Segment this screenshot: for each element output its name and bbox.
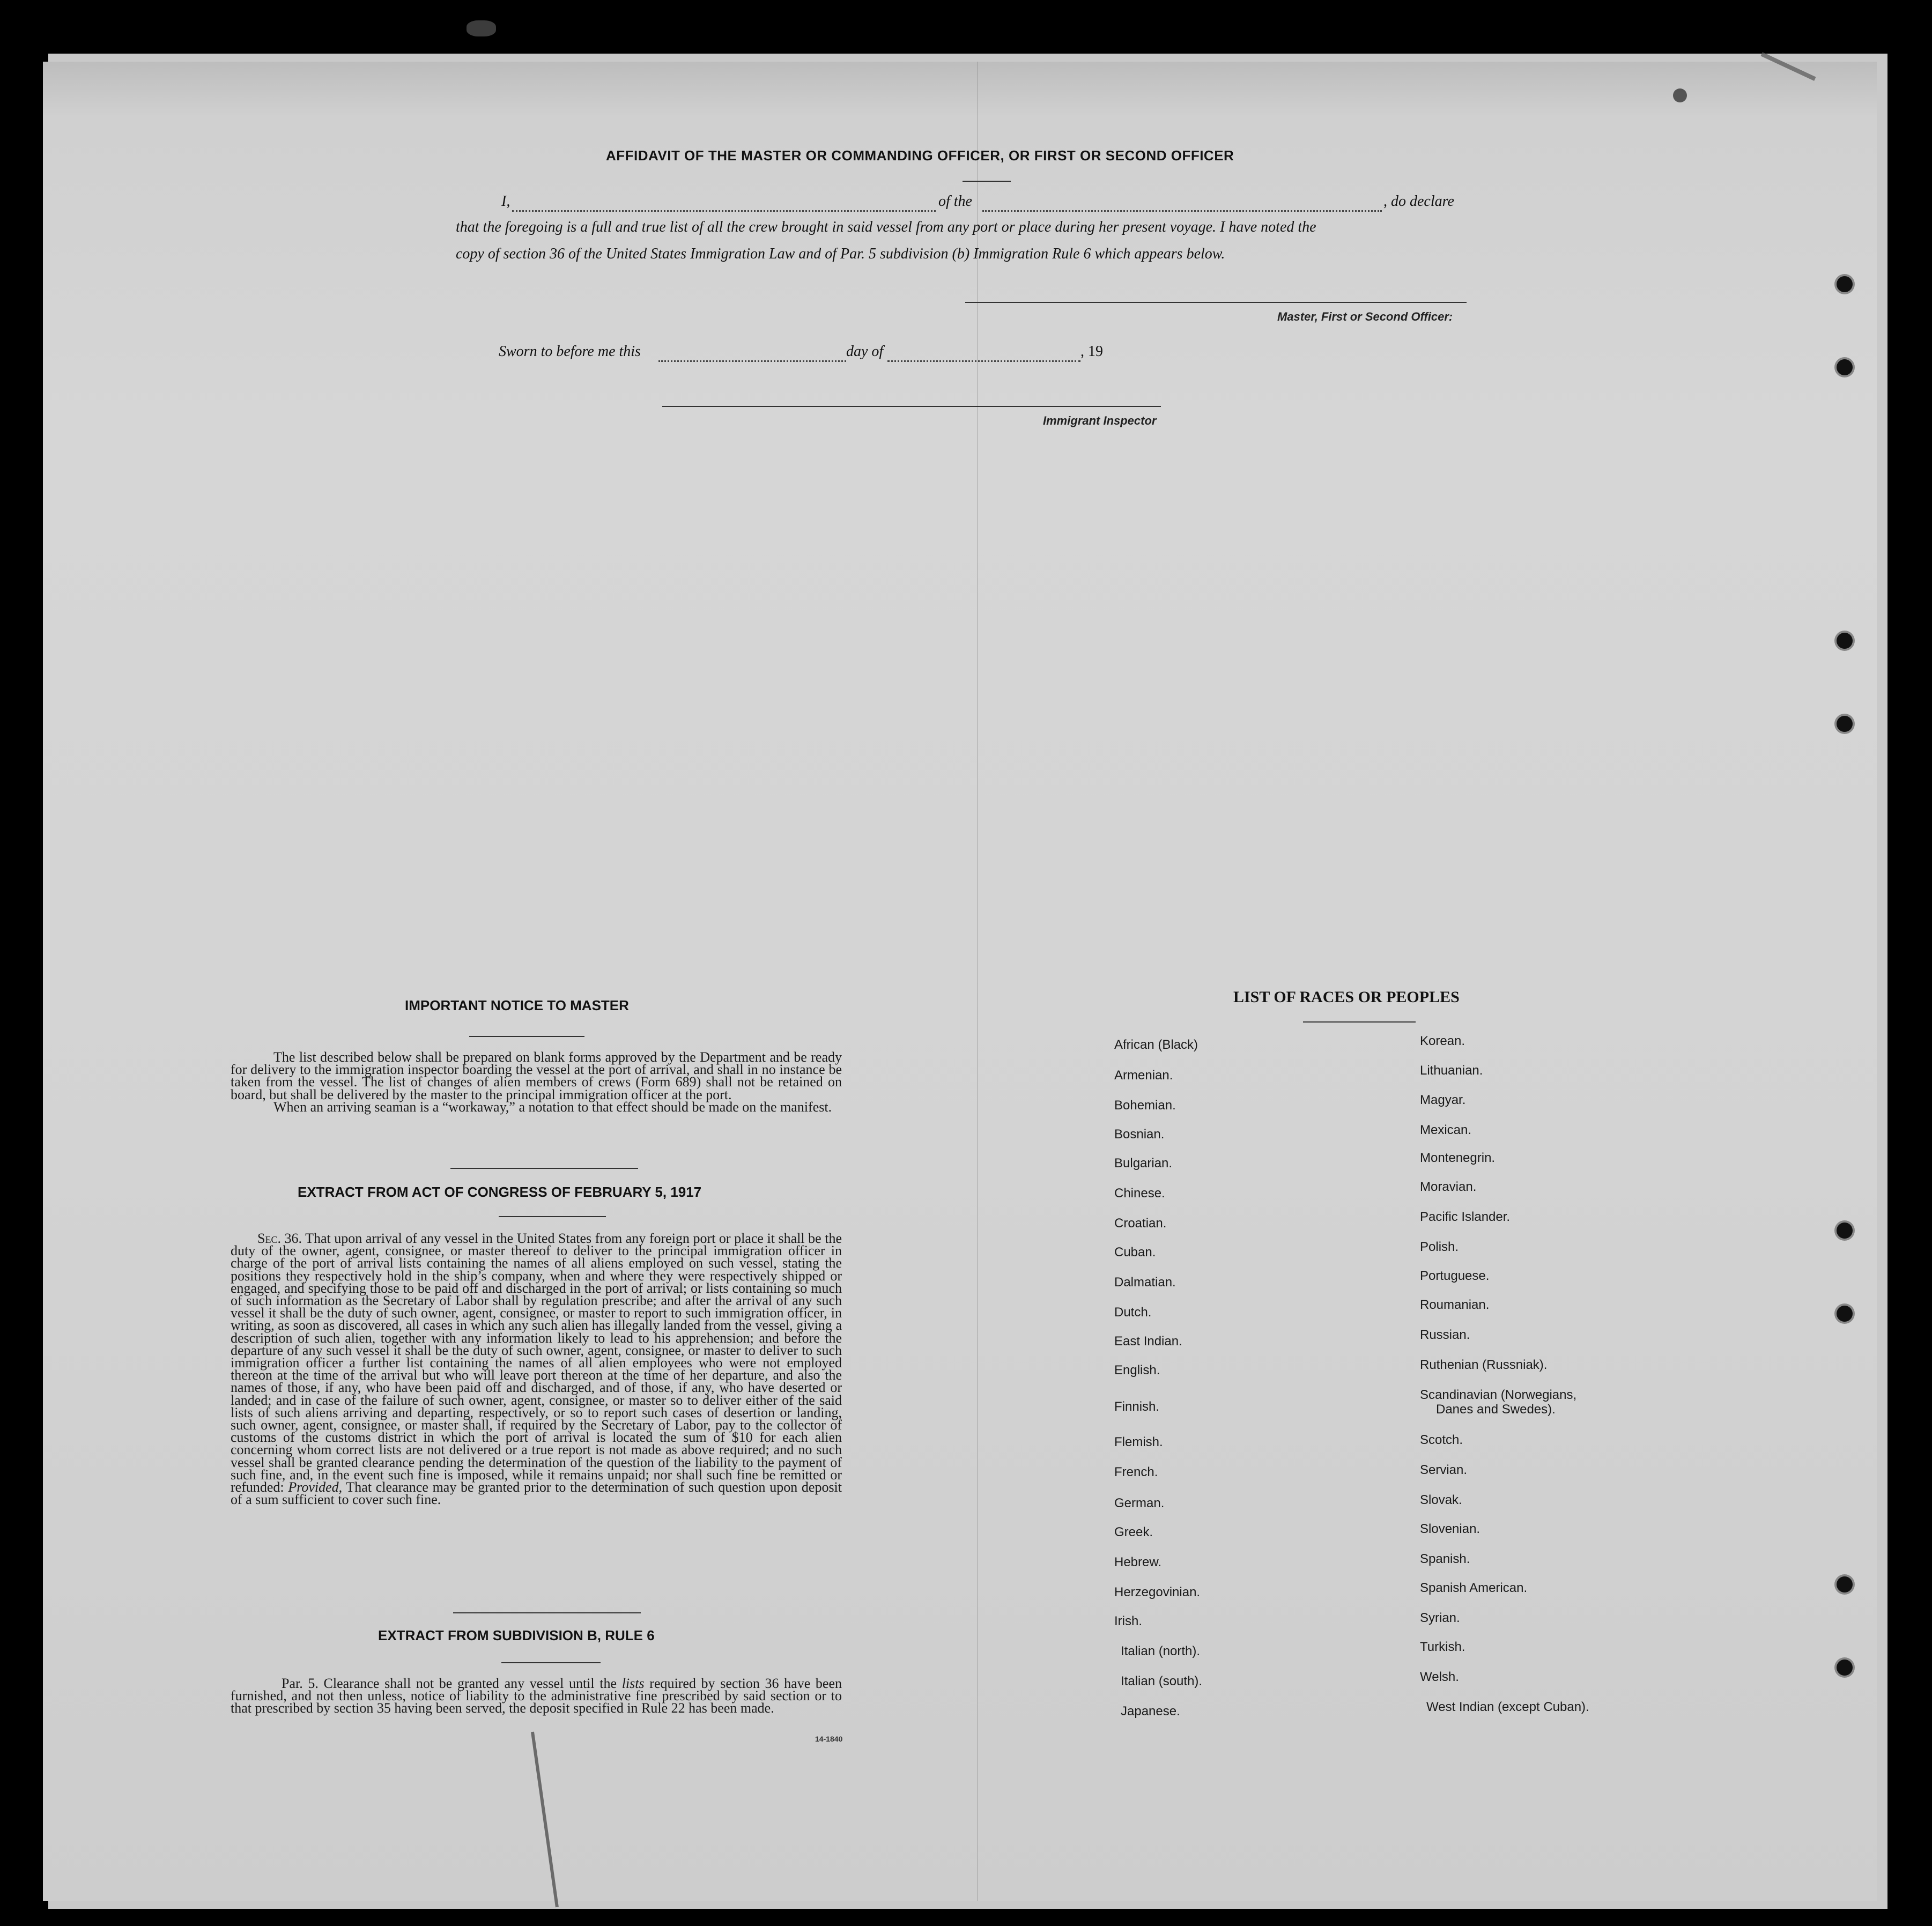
notice-body (231, 1051, 842, 1113)
race-item: Roumanian. (1420, 1298, 1490, 1312)
race-item: Turkish. (1420, 1640, 1465, 1654)
act-extract-title-rule (499, 1216, 606, 1217)
race-item: African (Black) (1114, 1038, 1198, 1052)
race-item: German. (1114, 1496, 1165, 1510)
sworn-prefix: Sworn to before me this (499, 343, 641, 360)
notice-end-rule (450, 1168, 638, 1169)
race-item: Mexican. (1420, 1123, 1472, 1137)
rule-extract-title: EXTRACT FROM SUBDIVISION B, RULE 6 (378, 1627, 655, 1643)
affidavit-line-2: that the foregoing is a full and true list of all the crew brought in said vessel from any port or place during her present voyage. I have noted the (456, 219, 1316, 235)
race-item: Servian. (1420, 1463, 1468, 1477)
race-item: Moravian. (1420, 1180, 1477, 1194)
master-signature-line (965, 302, 1467, 303)
race-item: Finnish. (1114, 1399, 1160, 1414)
race-item: Spanish. (1420, 1552, 1470, 1566)
punch-hole (1837, 276, 1853, 292)
sworn-month-blank (887, 360, 1080, 362)
race-item: Bohemian. (1114, 1098, 1176, 1113)
race-item: Irish. (1114, 1614, 1143, 1628)
act-extract-title: EXTRACT FROM ACT OF CONGRESS OF FEBRUARY 5, 1917 (298, 1184, 702, 1200)
race-item: Italian (south). (1121, 1674, 1203, 1688)
sworn-day-blank (658, 360, 846, 362)
races-title: LIST OF RACES OR PEOPLES (1233, 988, 1460, 1006)
races-title-rule (1303, 1021, 1416, 1023)
race-item: Bulgarian. (1114, 1156, 1173, 1171)
races-left-column (1114, 1035, 1382, 1721)
rule-extract-body (231, 1677, 842, 1715)
affidavit-vessel-blank (982, 210, 1382, 212)
race-item: Ruthenian (Russniak). (1420, 1358, 1548, 1372)
race-item: Montenegrin. (1420, 1151, 1496, 1165)
race-item: Bosnian. (1114, 1127, 1165, 1142)
punch-hole (1837, 1306, 1853, 1322)
race-item: East Indian. (1114, 1334, 1182, 1349)
race-item: Chinese. (1114, 1186, 1165, 1201)
race-item: English. (1114, 1363, 1160, 1377)
punch-hole (1837, 633, 1853, 649)
act-extract-text: That upon arrival of any vessel in the United States from any foreign port or place it shall be the duty of the owner, agent, consignee, or master thereof to deliver to the principal immigration officer in charge of the port of arrival lists containing the names of all aliens employed on such vessel, stating the positions they respectively hold in the ship’s company, when and where they were respectively shipped or engaged, and specifying those to be paid off and discharged in the port of arrival; or lists containing so much of such information as the Secretary of Labor shall by regulation prescribe; and after the arrival of any such vessel it shall be the duty of such owner, agent, consignee, or master to report to such immigration officer, in writing, as soon as discovered, all cases in which any such alien has illegally landed from the vessel, giving a description of such alien, together with any information likely to lead to his apprehension; and before the departure of any such vessel it shall be the duty of such owner, agent, consignee, or master to deliver to such immigration officer a further list containing the names of all alien employees who were not employed thereon at the time of the arrival but who will leave port thereon at the time of her departure, and also the names of those, if any, who have been paid off and discharged, and of those, if any, who have deserted or landed; and in case of the failure of such owner, agent, consignee, or master so to deliver either of the said lists of such aliens arriving and departing, respectively, or so to report such cases of desertion or landing, such owner, agent, consignee, or master shall, if required by the Secretary of Labor, pay to the collector of customs of the customs district in which the port of arrival is located the sum of $10 for each alien concerning whom correct lists are not delivered or a true report is not made as above required; and no such vessel shall be granted clearance pending the determination of the question of the liability to the payment of such fine, and, in the event such fine is imposed, while it remains unpaid; nor shall such fine be remitted or refunded: (231, 1231, 842, 1495)
punch-hole (1837, 1223, 1853, 1239)
punch-hole (1837, 1660, 1853, 1676)
master-signature-label: Master, First or Second Officer: (1277, 310, 1453, 323)
races-right-column (1420, 1032, 1795, 1718)
race-item: Japanese. (1121, 1704, 1180, 1718)
punch-hole (1837, 716, 1853, 732)
race-item: Dalmatian. (1114, 1275, 1176, 1290)
act-extract-text-end: That clearance may be granted prior to the determination of such question upon deposit of a sum sufficient to cover such fine. (231, 1479, 842, 1508)
affidavit-title-rule (963, 181, 1011, 182)
provided-word: Provided, (288, 1479, 343, 1495)
scan-mark (1673, 88, 1687, 102)
race-item: Lithuanian. (1420, 1063, 1483, 1078)
race-item: Danes and Swedes). (1436, 1402, 1556, 1417)
rule-extract-text-b: required by section 36 have been furnished, and not then unless, notice of liability to the administrative fine prescribed by said section or to that prescribed by section 35 having been served, the deposit specified in Rule 22 has been made. (231, 1676, 842, 1716)
race-item: Portuguese. (1420, 1269, 1490, 1283)
rule-extract-title-rule (501, 1662, 601, 1663)
race-item: Italian (north). (1121, 1644, 1201, 1658)
race-item: Scandinavian (Norwegians, (1420, 1388, 1577, 1402)
race-item: West Indian (except Cuban). (1426, 1700, 1589, 1714)
punch-hole (1837, 359, 1853, 375)
scan-mark (467, 20, 496, 36)
inspector-label: Immigrant Inspector (1043, 414, 1157, 427)
race-item: Herzegovinian. (1114, 1585, 1201, 1599)
race-item: Spanish American. (1420, 1581, 1528, 1595)
affidavit-of-the-label: of the (938, 193, 972, 210)
race-item: Cuban. (1114, 1245, 1156, 1260)
notice-paragraph-1: The list described below shall be prepared on blank forms approved by the Department and be ready for delivery to the immigration inspector boarding the vessel at the port of arrival, and shall in no instance be taken from the vessel. The list of changes of alien members of crews (Form 689) shall not be retained on board, but shall be delivered by the master to the principal immigration officer at the port. (231, 1049, 842, 1102)
race-item: Dutch. (1114, 1305, 1152, 1320)
affidavit-name-blank (512, 210, 936, 212)
race-item: Slovak. (1420, 1493, 1462, 1507)
race-item: French. (1114, 1465, 1158, 1479)
race-item: Welsh. (1420, 1670, 1459, 1684)
affidavit-title: AFFIDAVIT OF THE MASTER OR COMMANDING OFFICER, OR FIRST OR SECOND OFFICER (606, 147, 1234, 164)
act-extract-paragraph (231, 1232, 842, 1506)
sworn-day-of: day of (846, 343, 884, 360)
lists-word: lists (621, 1676, 645, 1691)
section-label: Sec. 36. (257, 1231, 302, 1246)
fold-line (977, 62, 978, 1901)
inspector-signature-line (662, 406, 1161, 407)
race-item: Slovenian. (1420, 1522, 1481, 1536)
race-item: Korean. (1420, 1034, 1465, 1048)
race-item: Scotch. (1420, 1433, 1463, 1447)
affidavit-i-label: I, (501, 193, 510, 210)
punch-hole (1837, 1576, 1853, 1592)
race-item: Magyar. (1420, 1093, 1466, 1107)
race-item: Armenian. (1114, 1068, 1173, 1083)
race-item: Flemish. (1114, 1435, 1163, 1449)
notice-title-rule (469, 1036, 584, 1037)
race-item: Hebrew. (1114, 1555, 1162, 1569)
race-item: Greek. (1114, 1525, 1153, 1539)
race-item: Russian. (1420, 1328, 1470, 1342)
act-extract-end-rule (453, 1612, 641, 1613)
sworn-year: , 19 (1080, 343, 1103, 360)
rule-extract-paragraph (231, 1677, 842, 1715)
race-item: Polish. (1420, 1240, 1459, 1254)
notice-paragraph-2: When an arriving seaman is a “workaway,” a notation to that effect should be made on the manifest. (273, 1099, 832, 1115)
notice-title: IMPORTANT NOTICE TO MASTER (405, 997, 629, 1013)
act-extract-body (231, 1232, 842, 1506)
affidavit-declare-label: , do declare (1383, 193, 1454, 210)
form-code: 14-1840 (815, 1735, 843, 1743)
race-item: Pacific Islander. (1420, 1210, 1511, 1224)
race-item: Croatian. (1114, 1216, 1167, 1231)
rule-extract-text-a: Par. 5. Clearance shall not be granted any vessel until the (282, 1676, 617, 1691)
affidavit-line-3: copy of section 36 of the United States Immigration Law and of Par. 5 subdivision (b) Immigration Rule 6 which appears below. (456, 246, 1225, 262)
race-item: Syrian. (1420, 1611, 1460, 1625)
